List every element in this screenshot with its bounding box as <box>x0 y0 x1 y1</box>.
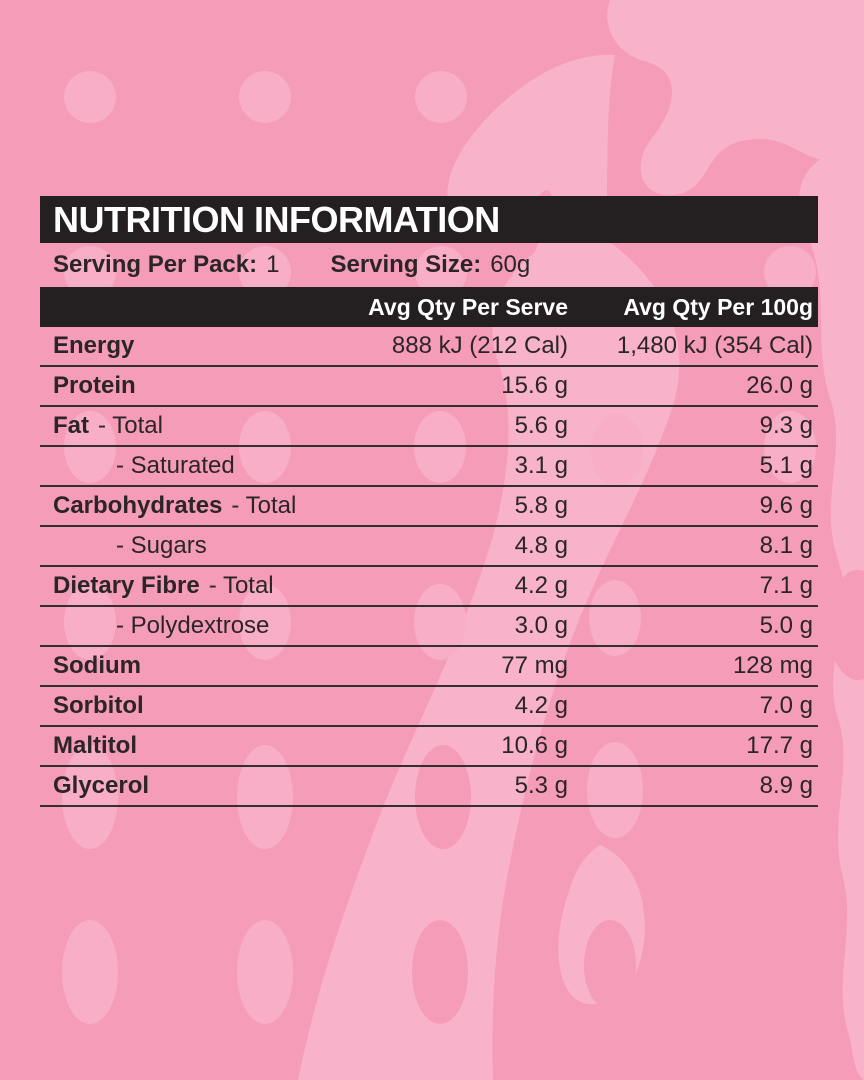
nutrient-name-cell <box>53 612 338 640</box>
nutrition-row <box>40 607 818 647</box>
value-per-100g: 17.7 g <box>746 732 813 759</box>
value-per-serve: 4.2 g <box>514 572 568 599</box>
nutrition-panel <box>40 196 818 807</box>
value-per-100g: 26.0 g <box>746 372 813 399</box>
serving-info-row <box>40 243 818 287</box>
nutrition-row <box>40 767 818 807</box>
value-per-serve: 5.3 g <box>514 772 568 799</box>
value-per-100g: 5.0 g <box>759 612 813 639</box>
nutrient-name-cell <box>53 532 338 560</box>
value-per-serve: 888 kJ (212 Cal) <box>391 332 568 359</box>
value-per-100g: 7.1 g <box>759 572 813 599</box>
nutrient-name-cell <box>53 732 338 760</box>
serving-per-pack-value: 1 <box>266 251 280 278</box>
nutrient-name-cell <box>53 572 338 600</box>
nutrient-label: Carbohydrates <box>53 492 223 519</box>
nutrition-row <box>40 567 818 607</box>
nutrient-label: Dietary Fibre <box>53 572 200 599</box>
value-per-serve: 10.6 g <box>501 732 568 759</box>
nutrient-label: Fat <box>53 412 89 439</box>
nutrition-row <box>40 727 818 767</box>
nutrient-label: Maltitol <box>53 732 137 759</box>
value-per-serve: 5.6 g <box>514 412 568 439</box>
nutrition-row <box>40 367 818 407</box>
value-per-100g: 8.9 g <box>759 772 813 799</box>
panel-title: NUTRITION INFORMATION <box>53 198 500 240</box>
nutrition-row <box>40 687 818 727</box>
nutrition-row <box>40 327 818 367</box>
nutrient-label: Protein <box>53 372 136 399</box>
nutrient-name-cell <box>53 372 338 400</box>
value-per-100g: 7.0 g <box>759 692 813 719</box>
column-header-per-serve: Avg Qty Per Serve <box>368 293 568 320</box>
value-per-serve: 77 mg <box>501 652 568 679</box>
serving-per-pack <box>53 251 279 279</box>
serving-size-value: 60g <box>490 251 531 278</box>
value-per-serve: 3.1 g <box>514 452 568 479</box>
value-per-100g: 9.3 g <box>759 412 813 439</box>
nutrition-row <box>40 647 818 687</box>
nutrient-sub-label: - Saturated <box>116 452 235 479</box>
value-per-serve: 4.8 g <box>514 532 568 559</box>
nutrient-name-cell <box>53 332 338 360</box>
nutrient-label: Sorbitol <box>53 692 144 719</box>
nutrient-name-cell <box>53 452 338 480</box>
nutrient-sub-label: - Sugars <box>116 532 207 559</box>
value-per-serve: 4.2 g <box>514 692 568 719</box>
serving-per-pack-label: Serving Per Pack: <box>53 251 258 278</box>
column-header-per-100g: Avg Qty Per 100g <box>623 293 813 320</box>
panel-title-bar <box>40 196 818 243</box>
nutrient-sub-label: - Total <box>208 572 274 599</box>
nutrition-row <box>40 447 818 487</box>
value-per-100g: 1,480 kJ (354 Cal) <box>616 332 813 359</box>
value-per-serve: 3.0 g <box>514 612 568 639</box>
value-per-100g: 9.6 g <box>759 492 813 519</box>
value-per-100g: 5.1 g <box>759 452 813 479</box>
nutrient-label: Glycerol <box>53 772 150 799</box>
value-per-100g: 128 mg <box>732 652 813 679</box>
nutrient-name-cell <box>53 772 338 800</box>
nutrient-name-cell <box>53 412 338 440</box>
nutrient-label: Energy <box>53 332 135 359</box>
value-per-100g: 8.1 g <box>759 532 813 559</box>
nutrient-sub-label: - Polydextrose <box>116 612 270 639</box>
nutrition-row <box>40 527 818 567</box>
serving-size-label: Serving Size: <box>330 251 482 278</box>
nutrition-table <box>40 327 818 807</box>
value-per-serve: 5.8 g <box>514 492 568 519</box>
value-per-serve: 15.6 g <box>501 372 568 399</box>
nutrient-sub-label: - Total <box>231 492 297 519</box>
nutrition-row <box>40 487 818 527</box>
serving-size <box>330 251 530 279</box>
nutrient-name-cell <box>53 492 338 520</box>
nutrient-name-cell <box>53 652 338 680</box>
nutrient-name-cell <box>53 692 338 720</box>
nutrient-sub-label: - Total <box>98 412 163 439</box>
nutrition-row <box>40 407 818 447</box>
nutrient-label: Sodium <box>53 652 141 679</box>
column-header-bar <box>40 287 818 327</box>
